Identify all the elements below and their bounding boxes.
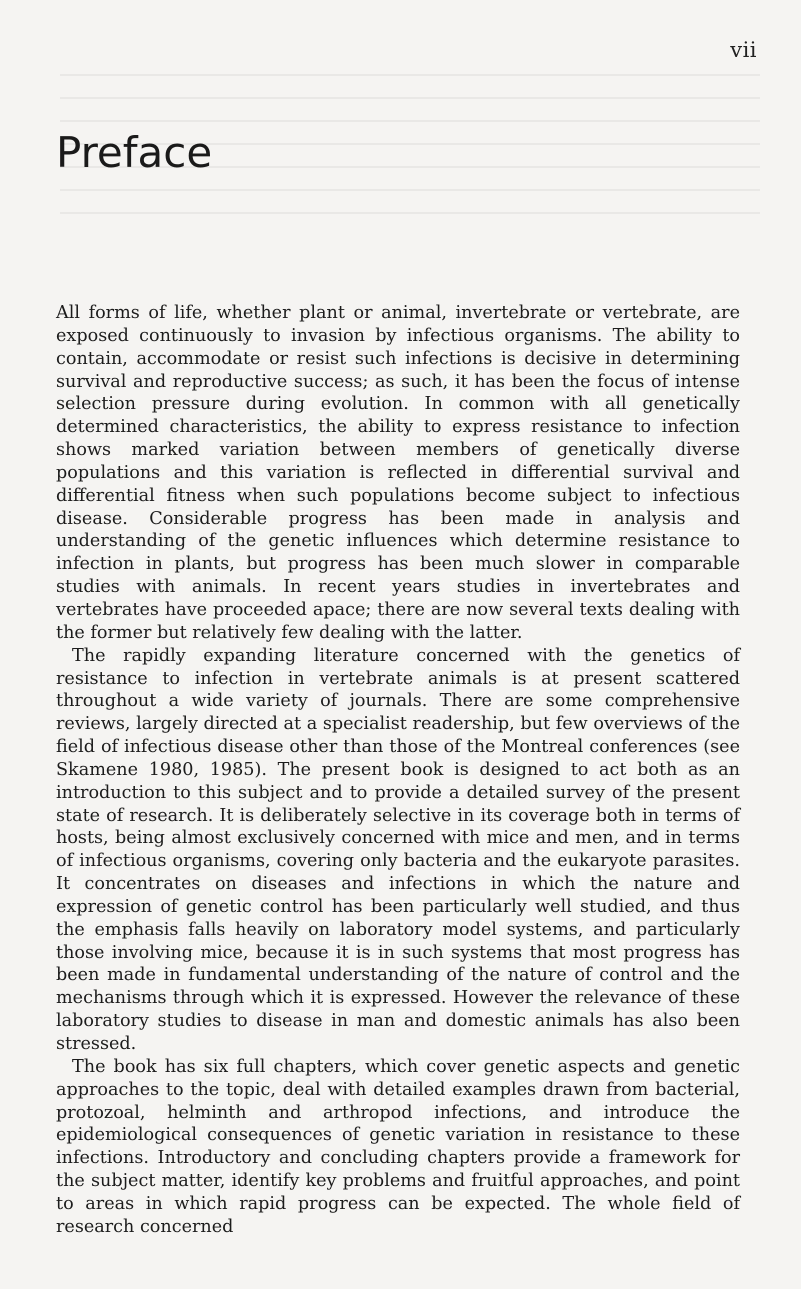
paragraph: The book has six full chapters, which cover genetic aspects and genetic approaches to the topic, deal with detailed examples drawn from bacterial, protozoal, helminth and arthropod infections, and introduce the epidemiological consequences of genetic variation in resistance to these infections. Introductory and concluding chapters provide a framework for the subject matter, identify key problems and fruitful approaches, and point to areas in which rapid progress can be expected. The whole field of research concerned xyxy=(56,1056,740,1237)
paragraph: The rapidly expanding literature concerned with the genetics of resistance to infection in vertebrate animals is at present scattered throughout a wide variety of journals. There are some comprehensive reviews, largely directed at a specialist readership, but few overviews of the field of infectious disease other than those of the Montreal conferences (see Skamene 1980, 1985). The present book is designed to act both as an introduction to this subject and to provide a detailed survey of the present state of research. It is deliberately selective in its coverage both in terms of hosts, being almost exclusively concerned with mice and men, and in terms of infectious organisms, covering only bacteria and the eukaryote parasites. It concentrates on diseases and infections in which the nature and expression of genetic control has been particularly well studied, and thus the emphasis falls heavily on laboratory model systems, and particularly those involving mice, because it is in such systems that most progress has been made in fundamental understanding of the nature of control and the mechanisms through which it is expressed. However the relevance of these laboratory studies to disease in man and domestic animals has also been stressed. xyxy=(56,645,740,1054)
body-text xyxy=(56,302,740,1239)
paragraph: All forms of life, whether plant or animal, invertebrate or vertebrate, are exposed continuously to invasion by infectious organisms. The ability to contain, accommodate or resist such infections is decisive in determining survival and reproductive success; as such, it has been the focus of intense selection pressure during evolution. In common with all genetically determined characteristics, the ability to express resistance to infection shows marked variation between members of genetically diverse populations and this variation is reflected in differential survival and differential fitness when such populations become subject to infectious disease. Considerable progress has been made in analysis and understanding of the genetic influences which determine resistance to infection in plants, but progress has been much slower in comparable studies with animals. In recent years studies in invertebrates and vertebrates have proceeded apace; there are now several texts dealing with the former but relatively few dealing with the latter. xyxy=(56,303,740,643)
page-title: Preface xyxy=(56,128,213,177)
page-number: vii xyxy=(730,38,757,62)
